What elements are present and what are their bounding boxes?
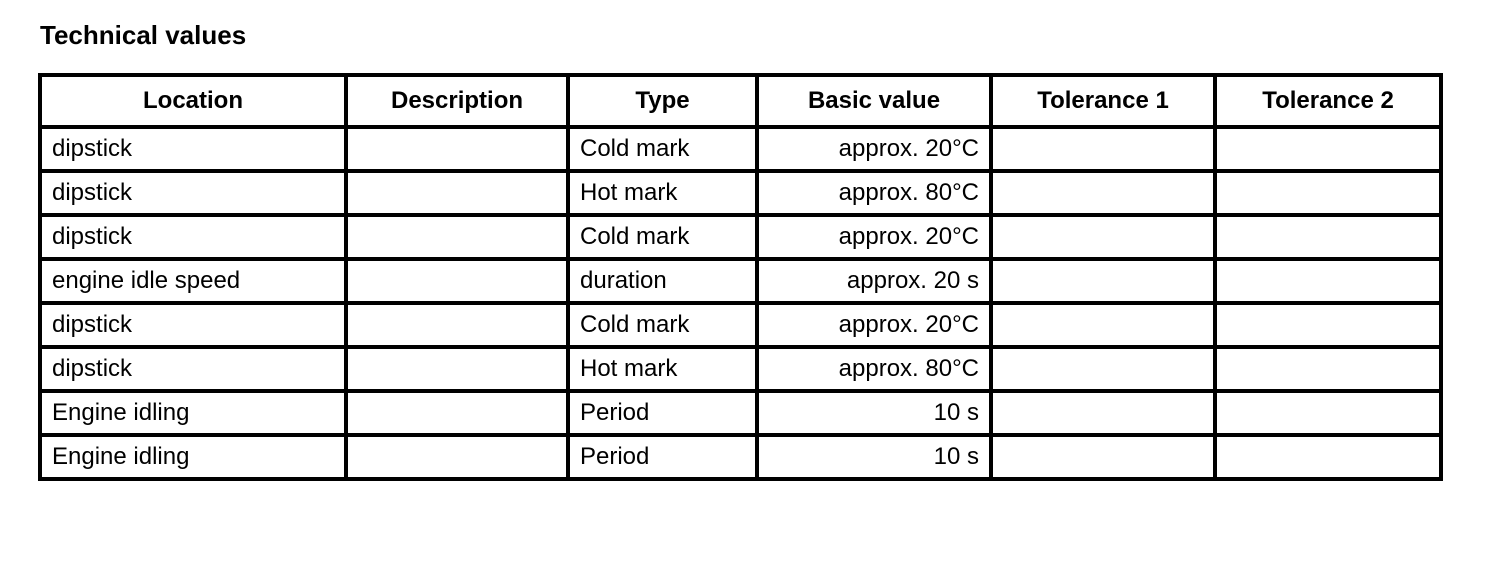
table-row <box>40 259 1441 303</box>
header-tolerance-2: Tolerance 2 <box>1215 75 1441 127</box>
table-row <box>40 347 1441 391</box>
cell-description <box>346 391 568 435</box>
header-tolerance-1: Tolerance 1 <box>991 75 1215 127</box>
cell-tolerance-2 <box>1215 259 1441 303</box>
cell-description <box>346 127 568 171</box>
technical-values-table <box>38 73 1443 481</box>
cell-location: dipstick <box>40 127 346 171</box>
cell-tolerance-1 <box>991 171 1215 215</box>
cell-tolerance-1 <box>991 347 1215 391</box>
cell-tolerance-1 <box>991 391 1215 435</box>
cell-tolerance-2 <box>1215 347 1441 391</box>
cell-tolerance-1 <box>991 215 1215 259</box>
header-description: Description <box>346 75 568 127</box>
cell-tolerance-2 <box>1215 303 1441 347</box>
cell-description <box>346 435 568 479</box>
cell-description <box>346 303 568 347</box>
cell-tolerance-2 <box>1215 215 1441 259</box>
cell-location: Engine idling <box>40 435 346 479</box>
cell-type: Cold mark <box>568 127 757 171</box>
header-location: Location <box>40 75 346 127</box>
cell-basic-value: approx. 20°C <box>757 303 991 347</box>
cell-basic-value: approx. 20 s <box>757 259 991 303</box>
cell-basic-value: approx. 80°C <box>757 347 991 391</box>
table-row <box>40 215 1441 259</box>
cell-location: dipstick <box>40 347 346 391</box>
cell-type: Cold mark <box>568 303 757 347</box>
header-type: Type <box>568 75 757 127</box>
cell-basic-value: approx. 20°C <box>757 215 991 259</box>
cell-tolerance-1 <box>991 259 1215 303</box>
table-row <box>40 391 1441 435</box>
cell-basic-value: approx. 80°C <box>757 171 991 215</box>
cell-basic-value: approx. 20°C <box>757 127 991 171</box>
cell-tolerance-1 <box>991 435 1215 479</box>
cell-basic-value: 10 s <box>757 435 991 479</box>
cell-type: Cold mark <box>568 215 757 259</box>
cell-tolerance-2 <box>1215 435 1441 479</box>
cell-basic-value: 10 s <box>757 391 991 435</box>
page-title: Technical values <box>40 20 247 50</box>
cell-type: Period <box>568 391 757 435</box>
cell-description <box>346 347 568 391</box>
table-row <box>40 171 1441 215</box>
cell-tolerance-1 <box>991 127 1215 171</box>
table-row <box>40 303 1441 347</box>
cell-tolerance-2 <box>1215 171 1441 215</box>
cell-location: Engine idling <box>40 391 346 435</box>
table-row <box>40 435 1441 479</box>
table-row <box>40 127 1441 171</box>
table-header-row <box>40 75 1441 127</box>
cell-tolerance-2 <box>1215 391 1441 435</box>
cell-location: dipstick <box>40 303 346 347</box>
cell-location: dipstick <box>40 215 346 259</box>
cell-tolerance-1 <box>991 303 1215 347</box>
cell-description <box>346 171 568 215</box>
cell-type: Hot mark <box>568 171 757 215</box>
cell-type: Period <box>568 435 757 479</box>
cell-location: engine idle speed <box>40 259 346 303</box>
cell-description <box>346 215 568 259</box>
cell-location: dipstick <box>40 171 346 215</box>
cell-type: Hot mark <box>568 347 757 391</box>
cell-type: duration <box>568 259 757 303</box>
cell-tolerance-2 <box>1215 127 1441 171</box>
cell-description <box>346 259 568 303</box>
header-basic-value: Basic value <box>757 75 991 127</box>
